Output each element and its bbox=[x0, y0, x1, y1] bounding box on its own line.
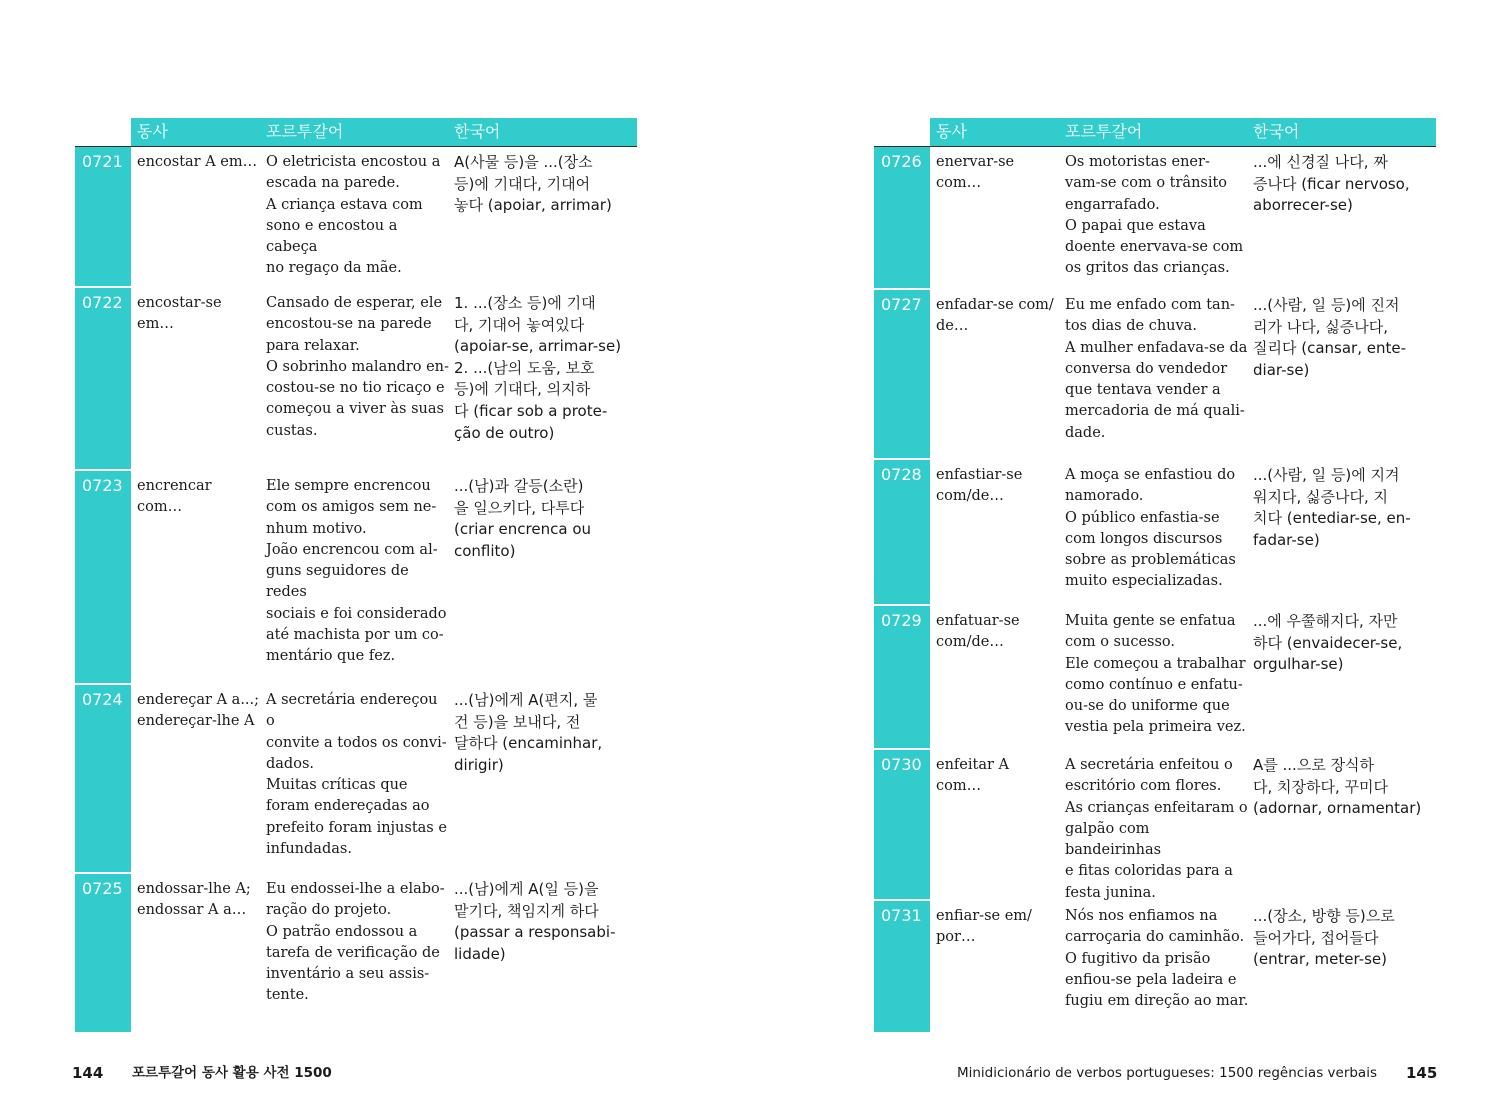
entry-korean-meaning: ...(남)과 갈등(소란) 을 일으키다, 다투다 (criar encrenca ou conflito) bbox=[454, 477, 592, 560]
entry-portuguese-examples: A secretária enfeitou o escritório com flores. As crianças enfeitaram o galpão com bandeirinhas e fitas coloridas para a festa junina. bbox=[1065, 757, 1248, 901]
entry-korean-meaning: ...에 신경질 나다, 짜 증나다 (ficar nervoso, aborrecer-se) bbox=[1253, 153, 1410, 215]
left-page bbox=[75, 118, 637, 1004]
entry-verb: enfadar-se com/ de… bbox=[936, 297, 1054, 335]
entry-row bbox=[874, 460, 1436, 604]
table-header bbox=[874, 118, 1436, 147]
entry-verb: encrencar com… bbox=[137, 478, 212, 516]
entry-number: 0722 bbox=[82, 293, 123, 312]
entry-row bbox=[874, 606, 1436, 748]
entry-number-cell bbox=[75, 288, 131, 469]
entry-number-cell bbox=[75, 147, 131, 286]
header-verb: 동사 bbox=[137, 122, 168, 141]
right-page-number: 145 bbox=[1406, 1064, 1438, 1082]
entry-number: 0729 bbox=[881, 611, 922, 630]
entry-row bbox=[874, 290, 1436, 458]
entry-portuguese-examples: Eu me enfado com tan- tos dias de chuva. A mulher enfadava-se da conversa do vendedor que tentava vender a mercadoria de má quali- dade. bbox=[1065, 297, 1248, 441]
entry-row bbox=[75, 147, 637, 286]
header-korean: 한국어 bbox=[1253, 122, 1300, 141]
entry-portuguese-examples: Muita gente se enfatua com o sucesso. Ele começou a trabalhar como contínuo e enfatu- ou-se do uniforme que vestia pela primeira vez. bbox=[1065, 613, 1246, 736]
entry-row bbox=[874, 750, 1436, 899]
entry-number: 0725 bbox=[82, 879, 123, 898]
entry-number: 0731 bbox=[881, 906, 922, 925]
entry-verb: enfastiar-se com/de… bbox=[936, 467, 1023, 505]
header-portuguese: 포르투갈어 bbox=[266, 122, 344, 141]
entry-korean-meaning: ...(남)에게 A(편지, 물 건 등)을 보내다, 전 달하다 (encaminhar, dirigir) bbox=[454, 691, 603, 774]
entry-number-cell bbox=[75, 874, 131, 1032]
left-page-number: 144 bbox=[72, 1064, 104, 1082]
entry-portuguese-examples: Os motoristas ener- vam-se com o trânsito engarrafado. O papai que estava doente enervava-se com os gritos das crianças. bbox=[1065, 154, 1244, 277]
entry-korean-meaning: ...(장소, 방향 등)으로 들어가다, 접어들다 (entrar, meter-se) bbox=[1253, 907, 1395, 969]
entry-verb: enfatuar-se com/de… bbox=[936, 613, 1020, 651]
entry-portuguese-examples: Nós nos enfiamos na carroçaria do caminhão. O fugitivo da prisão enfiou-se pela ladeira e fugiu em direção ao mar. bbox=[1065, 908, 1249, 1010]
entry-row bbox=[874, 147, 1436, 288]
entry-korean-meaning: ...(사람, 일 등)에 지겨 워지다, 싫증나다, 지 치다 (entediar-se, en- fadar-se) bbox=[1253, 466, 1411, 549]
entry-portuguese-examples: A moça se enfastiou do namorado. O público enfastia-se com longos discursos sobre as problemáticas muito especializadas. bbox=[1065, 467, 1236, 590]
header-band bbox=[930, 118, 1436, 146]
right-page bbox=[874, 118, 1436, 1010]
entry-korean-meaning: 1. ...(장소 등)에 기대 다, 기대어 놓여있다 (apoiar-se, arrimar-se) 2. ...(남의 도움, 보호 등)에 기대다, 의지하 다 (ficar sob a prote- ção de outro) bbox=[454, 294, 622, 442]
entry-number-cell bbox=[75, 471, 131, 683]
entry-korean-meaning: ...에 우쭐해지다, 자만 하다 (envaidecer-se, orgulhar-se) bbox=[1253, 612, 1403, 674]
entry-korean-meaning: A(사물 등)을 ...(장소 등)에 기대다, 기대어 놓다 (apoiar, arrimar) bbox=[454, 153, 612, 215]
entry-verb: enfeitar A com… bbox=[936, 757, 1009, 795]
entry-portuguese-examples: Eu endossei-lhe a elabo- ração do projeto. O patrão endossou a tarefa de verificação de inventário a seu assis- tente. bbox=[266, 881, 445, 1004]
entry-number-cell bbox=[874, 606, 930, 748]
entry-korean-meaning: A를 ...으로 장식하 다, 치장하다, 꾸미다 (adornar, ornamentar) bbox=[1253, 756, 1422, 818]
table-header bbox=[75, 118, 637, 147]
entry-number-cell bbox=[874, 750, 930, 899]
entry-verb: enervar-se com… bbox=[936, 154, 1015, 192]
entry-portuguese-examples: A secretária endereçou o convite a todos os convi- dados. Muitas críticas que foram endereçadas ao prefeito foram injustas e infundadas. bbox=[266, 692, 447, 858]
entry-verb: enfiar-se em/ por… bbox=[936, 908, 1032, 946]
entry-number: 0730 bbox=[881, 755, 922, 774]
entry-row bbox=[75, 874, 637, 1032]
entry-row bbox=[874, 901, 1436, 1032]
entry-portuguese-examples: Ele sempre encrencou com os amigos sem ne- nhum motivo. João encrencou com al- guns seguidores de redes sociais e foi considerado até machista por um co- mentário que fez. bbox=[266, 478, 447, 665]
entry-verb: encostar A em… bbox=[137, 154, 258, 170]
entry-number-cell bbox=[874, 290, 930, 458]
entry-number-cell bbox=[874, 460, 930, 604]
entry-number: 0726 bbox=[881, 152, 922, 171]
entry-number: 0723 bbox=[82, 476, 123, 495]
left-running-title: 포르투갈어 동사 활용 사전 1500 bbox=[132, 1065, 332, 1081]
entry-portuguese-examples: O eletricista encostou a escada na parede. A criança estava com sono e encostou a cabeça no regaço da mãe. bbox=[266, 154, 441, 277]
entry-verb: endereçar A a...; endereçar-lhe A bbox=[137, 692, 260, 730]
entry-number-cell bbox=[874, 901, 930, 1032]
entry-verb: encostar-se em… bbox=[137, 295, 222, 333]
entry-korean-meaning: ...(사람, 일 등)에 진저 리가 나다, 싫증나다, 질리다 (cansar, ente- diar-se) bbox=[1253, 296, 1407, 379]
header-portuguese: 포르투갈어 bbox=[1065, 122, 1143, 141]
entry-row bbox=[75, 685, 637, 872]
right-running-title: Minidicionário de verbos portugueses: 1500 regências verbais bbox=[956, 1065, 1377, 1081]
entry-number-cell bbox=[75, 685, 131, 872]
entry-row bbox=[75, 471, 637, 683]
entry-korean-meaning: ...(남)에게 A(일 등)을 맡기다, 책임지게 하다 (passar a responsabi- lidade) bbox=[454, 880, 616, 963]
entry-number-cell bbox=[874, 147, 930, 288]
entry-number: 0727 bbox=[881, 295, 922, 314]
entry-row bbox=[75, 288, 637, 469]
entry-number: 0724 bbox=[82, 690, 123, 709]
entry-number: 0721 bbox=[82, 152, 123, 171]
header-korean: 한국어 bbox=[454, 122, 501, 141]
entry-portuguese-examples: Cansado de esperar, ele encostou-se na parede para relaxar. O sobrinho malandro en- costou-se no tio ricaço e começou a viver às suas custas. bbox=[266, 295, 449, 439]
header-verb: 동사 bbox=[936, 122, 967, 141]
entry-verb: endossar-lhe A; endossar A a… bbox=[137, 881, 251, 919]
header-band bbox=[131, 118, 637, 146]
entry-number: 0728 bbox=[881, 465, 922, 484]
